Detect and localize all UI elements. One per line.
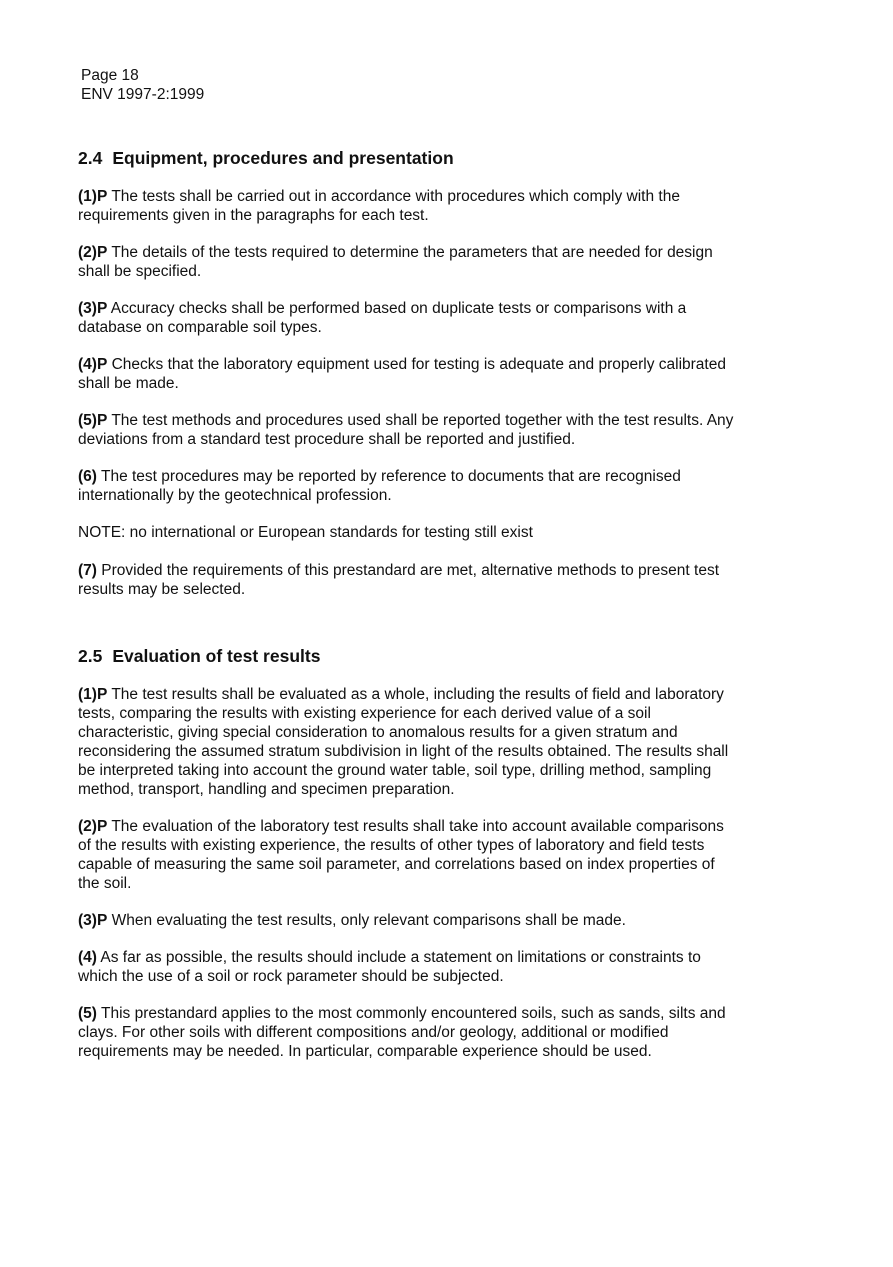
clause-paragraph [78, 1004, 743, 1061]
document-id: ENV 1997-2:1999 [81, 86, 205, 103]
clause-text: The evaluation of the laboratory test results shall take into account available comparisons of the results with existing experience, the results of other types of laboratory and field tests capable of measuring the same soil parameter, and correlations based on index properties of the soil. [78, 818, 724, 892]
note-text: NOTE: no international or European standards for testing still exist [78, 524, 533, 541]
section-2-4-heading [78, 147, 743, 169]
page-number: Page 18 [81, 67, 139, 84]
section-number: 2.5 [78, 646, 103, 666]
section-title: Evaluation of test results [112, 646, 321, 666]
clause-paragraph [78, 355, 743, 393]
clause-label: (1)P [78, 686, 108, 703]
clause-label: (5)P [78, 412, 108, 429]
clause-label: (1)P [78, 188, 108, 205]
clause-paragraph [78, 411, 743, 449]
section-2-5 [78, 645, 743, 1061]
clause-paragraph [78, 561, 743, 599]
clause-text: The test methods and procedures used shall be reported together with the test results. Any deviations from a standard test procedure shall be reported and justified. [78, 412, 734, 448]
clause-text: As far as possible, the results should include a statement on limitations or constraints to which the use of a soil or rock parameter should be subjected. [78, 949, 701, 985]
clause-paragraph [78, 817, 743, 893]
clause-label: (3)P [78, 912, 108, 929]
clause-label: (2)P [78, 244, 108, 261]
clause-label: (4)P [78, 356, 108, 373]
clause-label: (7) [78, 562, 97, 579]
clause-text: The test procedures may be reported by reference to documents that are recognised internationally by the geotechnical profession. [78, 468, 681, 504]
section-2-5-paragraphs [78, 685, 743, 1061]
clause-paragraph [78, 685, 743, 799]
clause-label: (4) [78, 949, 97, 966]
clause-label: (3)P [78, 300, 108, 317]
clause-paragraph [78, 187, 743, 225]
clause-paragraph [78, 948, 743, 986]
clause-text: Checks that the laboratory equipment used for testing is adequate and properly calibrated shall be made. [78, 356, 726, 392]
clause-paragraph [78, 467, 743, 505]
clause-paragraph [78, 911, 743, 930]
clause-label: (2)P [78, 818, 108, 835]
clause-text: When evaluating the test results, only relevant comparisons shall be made. [111, 912, 626, 929]
section-2-4-paragraphs [78, 187, 743, 599]
page-header [78, 66, 743, 104]
clause-text: The test results shall be evaluated as a whole, including the results of field and laboratory tests, comparing the results with existing experience for each derived value of a soil characteristic, giving special consideration to anomalous results for a given stratum and reconsidering the assumed stratum subdivision in light of the results obtained. The results shall be interpreted taking into account the ground water table, soil type, drilling method, sampling method, transport, handling and specimen preparation. [78, 686, 729, 798]
clause-label: (5) [78, 1005, 97, 1022]
clause-label: (6) [78, 468, 97, 485]
section-2-4 [78, 147, 743, 599]
section-number: 2.4 [78, 148, 103, 168]
clause-text: The details of the tests required to determine the parameters that are needed for design shall be specified. [78, 244, 713, 280]
section-2-5-heading [78, 645, 743, 667]
clause-text: Accuracy checks shall be performed based on duplicate tests or comparisons with a database on comparable soil types. [78, 300, 687, 336]
clause-text: This prestandard applies to the most commonly encountered soils, such as sands, silts and clays. For other soils with different compositions and/or geology, additional or modified requirements may be needed. In particular, comparable experience should be used. [78, 1005, 726, 1060]
section-title: Equipment, procedures and presentation [112, 148, 454, 168]
clause-text: The tests shall be carried out in accordance with procedures which comply with the requirements given in the paragraphs for each test. [78, 188, 680, 224]
clause-text: Provided the requirements of this prestandard are met, alternative methods to present test results may be selected. [78, 562, 720, 598]
clause-paragraph [78, 243, 743, 281]
clause-paragraph [78, 299, 743, 337]
